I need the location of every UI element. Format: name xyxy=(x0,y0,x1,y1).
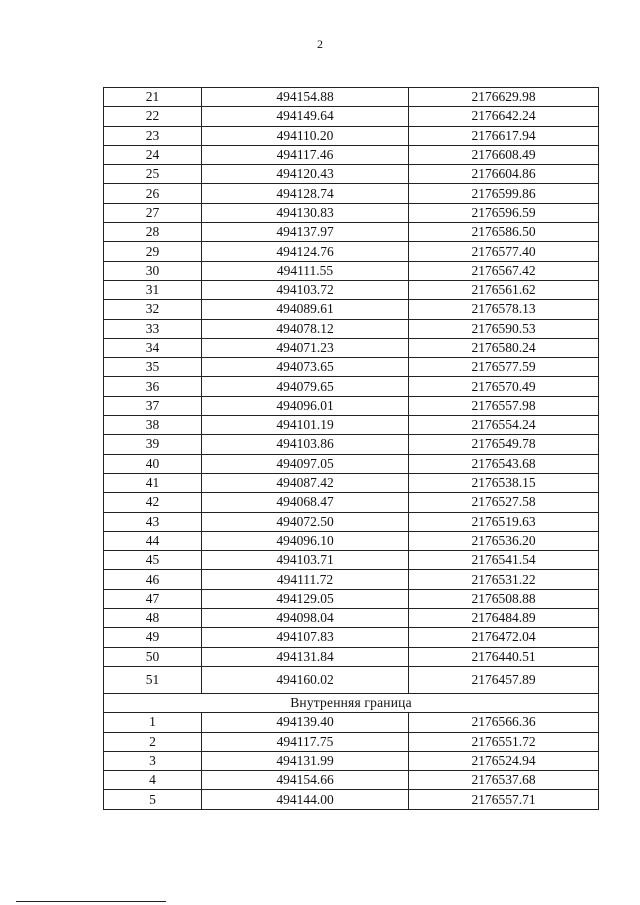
x-coordinate-cell: 494101.19 xyxy=(202,416,409,435)
y-coordinate-cell: 2176551.72 xyxy=(409,732,599,751)
point-number-cell: 29 xyxy=(104,242,202,261)
table-row xyxy=(104,790,599,809)
point-number-cell: 31 xyxy=(104,280,202,299)
x-coordinate-cell: 494068.47 xyxy=(202,493,409,512)
table-row xyxy=(104,126,599,145)
table-row xyxy=(104,713,599,732)
point-number-cell: 24 xyxy=(104,145,202,164)
x-coordinate-cell: 494073.65 xyxy=(202,358,409,377)
x-coordinate-cell: 494160.02 xyxy=(202,666,409,693)
table-row xyxy=(104,203,599,222)
y-coordinate-cell: 2176508.88 xyxy=(409,589,599,608)
x-coordinate-cell: 494111.72 xyxy=(202,570,409,589)
point-number-cell: 38 xyxy=(104,416,202,435)
table-row xyxy=(104,88,599,107)
table-row xyxy=(104,242,599,261)
point-number-cell: 21 xyxy=(104,88,202,107)
point-number-cell: 48 xyxy=(104,609,202,628)
point-number-cell: 1 xyxy=(104,713,202,732)
point-number-cell: 33 xyxy=(104,319,202,338)
table-row xyxy=(104,338,599,357)
page-number: 2 xyxy=(317,37,323,51)
point-number-cell: 35 xyxy=(104,358,202,377)
x-coordinate-cell: 494117.46 xyxy=(202,145,409,164)
x-coordinate-cell: 494103.86 xyxy=(202,435,409,454)
x-coordinate-cell: 494110.20 xyxy=(202,126,409,145)
y-coordinate-cell: 2176554.24 xyxy=(409,416,599,435)
x-coordinate-cell: 494097.05 xyxy=(202,454,409,473)
table-row xyxy=(104,261,599,280)
table-row xyxy=(104,589,599,608)
y-coordinate-cell: 2176596.59 xyxy=(409,203,599,222)
x-coordinate-cell: 494128.74 xyxy=(202,184,409,203)
x-coordinate-cell: 494098.04 xyxy=(202,609,409,628)
table-row xyxy=(104,319,599,338)
x-coordinate-cell: 494149.64 xyxy=(202,107,409,126)
x-coordinate-cell: 494087.42 xyxy=(202,473,409,492)
x-coordinate-cell: 494144.00 xyxy=(202,790,409,809)
table-row xyxy=(104,647,599,666)
table-row xyxy=(104,493,599,512)
point-number-cell: 37 xyxy=(104,396,202,415)
table-row xyxy=(104,377,599,396)
point-number-cell: 45 xyxy=(104,551,202,570)
y-coordinate-cell: 2176549.78 xyxy=(409,435,599,454)
coordinates-table-body xyxy=(104,88,599,810)
point-number-cell: 41 xyxy=(104,473,202,492)
x-coordinate-cell: 494103.72 xyxy=(202,280,409,299)
x-coordinate-cell: 494124.76 xyxy=(202,242,409,261)
section-row xyxy=(104,693,599,712)
table-row xyxy=(104,165,599,184)
y-coordinate-cell: 2176578.13 xyxy=(409,300,599,319)
y-coordinate-cell: 2176519.63 xyxy=(409,512,599,531)
x-coordinate-cell: 494131.84 xyxy=(202,647,409,666)
point-number-cell: 32 xyxy=(104,300,202,319)
table-row xyxy=(104,732,599,751)
x-coordinate-cell: 494071.23 xyxy=(202,338,409,357)
x-coordinate-cell: 494072.50 xyxy=(202,512,409,531)
y-coordinate-cell: 2176577.40 xyxy=(409,242,599,261)
x-coordinate-cell: 494096.01 xyxy=(202,396,409,415)
table-row xyxy=(104,751,599,770)
x-coordinate-cell: 494111.55 xyxy=(202,261,409,280)
y-coordinate-cell: 2176536.20 xyxy=(409,531,599,550)
coordinates-table xyxy=(103,87,599,810)
x-coordinate-cell: 494079.65 xyxy=(202,377,409,396)
x-coordinate-cell: 494130.83 xyxy=(202,203,409,222)
y-coordinate-cell: 2176557.71 xyxy=(409,790,599,809)
x-coordinate-cell: 494117.75 xyxy=(202,732,409,751)
x-coordinate-cell: 494107.83 xyxy=(202,628,409,647)
point-number-cell: 51 xyxy=(104,666,202,693)
y-coordinate-cell: 2176541.54 xyxy=(409,551,599,570)
table-row xyxy=(104,771,599,790)
x-coordinate-cell: 494096.10 xyxy=(202,531,409,550)
point-number-cell: 3 xyxy=(104,751,202,770)
table-row xyxy=(104,184,599,203)
y-coordinate-cell: 2176561.62 xyxy=(409,280,599,299)
table-row xyxy=(104,145,599,164)
x-coordinate-cell: 494103.71 xyxy=(202,551,409,570)
x-coordinate-cell: 494154.66 xyxy=(202,771,409,790)
y-coordinate-cell: 2176580.24 xyxy=(409,338,599,357)
x-coordinate-cell: 494131.99 xyxy=(202,751,409,770)
table-row xyxy=(104,223,599,242)
x-coordinate-cell: 494129.05 xyxy=(202,589,409,608)
x-coordinate-cell: 494137.97 xyxy=(202,223,409,242)
x-coordinate-cell: 494154.88 xyxy=(202,88,409,107)
point-number-cell: 25 xyxy=(104,165,202,184)
table-row xyxy=(104,551,599,570)
x-coordinate-cell: 494139.40 xyxy=(202,713,409,732)
y-coordinate-cell: 2176586.50 xyxy=(409,223,599,242)
point-number-cell: 30 xyxy=(104,261,202,280)
y-coordinate-cell: 2176629.98 xyxy=(409,88,599,107)
table-row xyxy=(104,300,599,319)
y-coordinate-cell: 2176527.58 xyxy=(409,493,599,512)
y-coordinate-cell: 2176566.36 xyxy=(409,713,599,732)
y-coordinate-cell: 2176537.68 xyxy=(409,771,599,790)
table-row xyxy=(104,107,599,126)
footnote-divider xyxy=(16,901,166,902)
point-number-cell: 43 xyxy=(104,512,202,531)
point-number-cell: 39 xyxy=(104,435,202,454)
y-coordinate-cell: 2176440.51 xyxy=(409,647,599,666)
table-row xyxy=(104,512,599,531)
point-number-cell: 42 xyxy=(104,493,202,512)
point-number-cell: 5 xyxy=(104,790,202,809)
table-row xyxy=(104,628,599,647)
y-coordinate-cell: 2176567.42 xyxy=(409,261,599,280)
table-row xyxy=(104,570,599,589)
table-row xyxy=(104,609,599,628)
point-number-cell: 50 xyxy=(104,647,202,666)
point-number-cell: 26 xyxy=(104,184,202,203)
y-coordinate-cell: 2176557.98 xyxy=(409,396,599,415)
point-number-cell: 2 xyxy=(104,732,202,751)
y-coordinate-cell: 2176543.68 xyxy=(409,454,599,473)
table-row xyxy=(104,454,599,473)
point-number-cell: 44 xyxy=(104,531,202,550)
point-number-cell: 47 xyxy=(104,589,202,608)
y-coordinate-cell: 2176599.86 xyxy=(409,184,599,203)
point-number-cell: 28 xyxy=(104,223,202,242)
y-coordinate-cell: 2176617.94 xyxy=(409,126,599,145)
table-row xyxy=(104,280,599,299)
point-number-cell: 27 xyxy=(104,203,202,222)
table-row xyxy=(104,473,599,492)
table-row xyxy=(104,358,599,377)
point-number-cell: 22 xyxy=(104,107,202,126)
point-number-cell: 4 xyxy=(104,771,202,790)
x-coordinate-cell: 494078.12 xyxy=(202,319,409,338)
y-coordinate-cell: 2176608.49 xyxy=(409,145,599,164)
x-coordinate-cell: 494089.61 xyxy=(202,300,409,319)
table-row xyxy=(104,666,599,693)
point-number-cell: 40 xyxy=(104,454,202,473)
table-row xyxy=(104,416,599,435)
point-number-cell: 34 xyxy=(104,338,202,357)
table-row xyxy=(104,531,599,550)
y-coordinate-cell: 2176538.15 xyxy=(409,473,599,492)
point-number-cell: 36 xyxy=(104,377,202,396)
y-coordinate-cell: 2176590.53 xyxy=(409,319,599,338)
y-coordinate-cell: 2176524.94 xyxy=(409,751,599,770)
y-coordinate-cell: 2176484.89 xyxy=(409,609,599,628)
point-number-cell: 49 xyxy=(104,628,202,647)
x-coordinate-cell: 494120.43 xyxy=(202,165,409,184)
y-coordinate-cell: 2176642.24 xyxy=(409,107,599,126)
table-row xyxy=(104,435,599,454)
point-number-cell: 23 xyxy=(104,126,202,145)
y-coordinate-cell: 2176472.04 xyxy=(409,628,599,647)
y-coordinate-cell: 2176531.22 xyxy=(409,570,599,589)
table-row xyxy=(104,396,599,415)
y-coordinate-cell: 2176604.86 xyxy=(409,165,599,184)
y-coordinate-cell: 2176577.59 xyxy=(409,358,599,377)
y-coordinate-cell: 2176457.89 xyxy=(409,666,599,693)
y-coordinate-cell: 2176570.49 xyxy=(409,377,599,396)
inner-boundary-heading: Внутренняя граница xyxy=(104,693,599,712)
point-number-cell: 46 xyxy=(104,570,202,589)
